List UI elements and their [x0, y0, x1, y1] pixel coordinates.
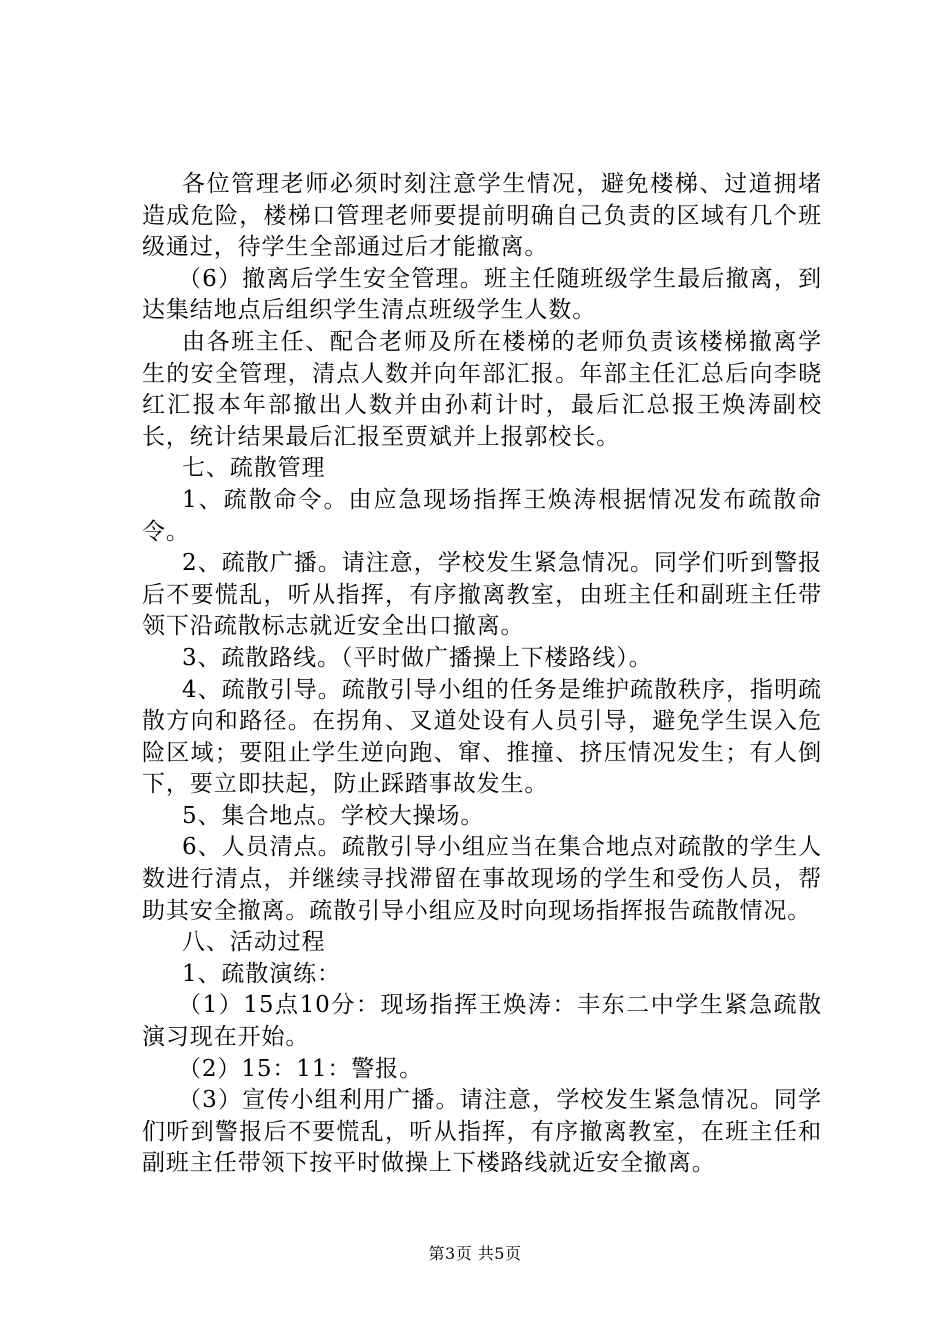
section-heading: 八、活动过程	[182, 929, 326, 956]
page-footer: 第3页 共5页	[428, 1244, 522, 1263]
paragraph: 各位管理老师必须时刻注意学生情况，避免楼梯、过道拥堵造成危险，楼梯口管理老师要提前明确自己负责的区域有几个班级通过，待学生全部通过后才能撤离。	[142, 171, 822, 261]
paragraph: （3）宣传小组利用广播。请注意，学校发生紧急情况。同学们听到警报后不要慌乱，听从指挥，有序撤离教室，在班主任和副班主任带领下按平时做操上下楼路线就近安全撤离。	[142, 1087, 822, 1177]
paragraph: （2）15：11：警报。	[178, 1055, 423, 1082]
paragraph: （1）15点10分：现场指挥王焕涛：丰东二中学生紧急疏散演习现在开始。	[142, 992, 822, 1051]
paragraph: 由各班主任、配合老师及所在楼梯的老师负责该楼梯撤离学生的安全管理，清点人数并向年部汇报。年部主任汇总后向李晓红汇报本年部撤出人数并由孙莉计时，最后汇总报王焕涛副校长，统计结果最后汇报至贾斌并上报郭校长。	[142, 328, 822, 450]
paragraph: 2、疏散广播。请注意，学校发生紧急情况。同学们听到警报后不要慌乱，听从指挥，有序撤离教室，由班主任和副班主任带领下沿疏散标志就近安全出口撤离。	[142, 550, 822, 640]
paragraph: 6、人员清点。疏散引导小组应当在集合地点对疏散的学生人数进行清点，并继续寻找滞留在事故现场的学生和受伤人员，帮助其安全撤离。疏散引导小组应及时向现场指挥报告疏散情况。	[142, 834, 822, 924]
document-body	[142, 169, 822, 1180]
paragraph: 1、疏散命令。由应急现场指挥王焕涛根据情况发布疏散命令。	[142, 486, 822, 545]
section-heading: 七、疏散管理	[182, 455, 326, 482]
paragraph: （6）撤离后学生安全管理。班主任随班级学生最后撤离，到达集结地点后组织学生清点班级学生人数。	[142, 265, 822, 324]
paragraph: 3、疏散路线。（平时做广播操上下楼路线）。	[182, 644, 653, 671]
paragraph: 1、疏散演练：	[182, 960, 341, 987]
paragraph: 5、集合地点。学校大操场。	[182, 802, 485, 829]
paragraph: 4、疏散引导。疏散引导小组的任务是维护疏散秩序，指明疏散方向和路径。在拐角、叉道处设有人员引导，避免学生误入危险区域；要阻止学生逆向跑、窜、推撞、挤压情况发生；有人倒下，要立即扶起，防止踩踏事故发生。	[142, 676, 822, 798]
